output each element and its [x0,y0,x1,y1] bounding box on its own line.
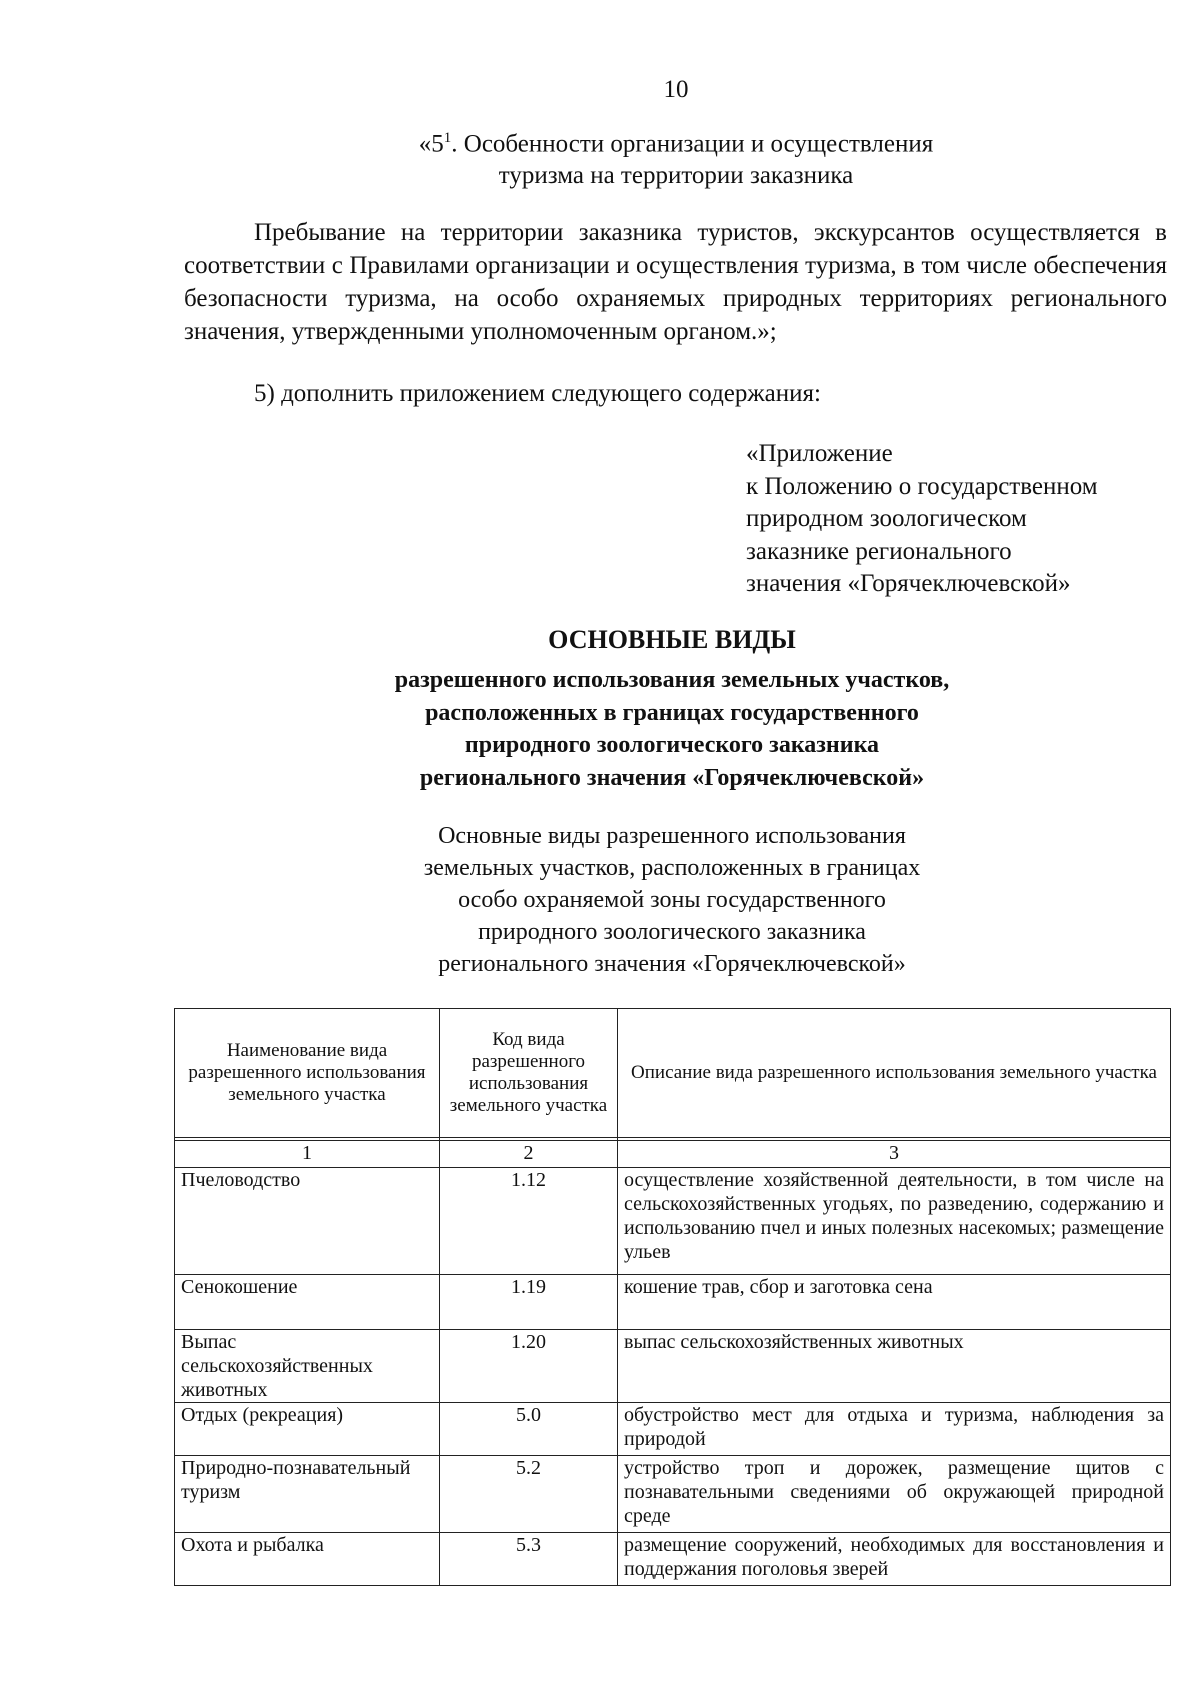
main-subtitle-line: расположенных в границах государственного [425,699,919,726]
cell-description: осуществление хозяйственной деятельности, в том числе на сельскохозяйственных угодьях, по разведению, содержанию и использованию пчел и иных полезных насекомых; размещение ульев [618,1168,1171,1275]
appendix-header [746,438,1098,601]
section-title-line-1 [0,122,1200,160]
table-row [175,1330,1171,1403]
cell-description: размещение сооружений, необходимых для восстановления и поддержания поголовья зверей [618,1533,1171,1586]
cell-code: 5.3 [440,1533,618,1586]
appendix-line: к Положению о государственном [746,472,1098,500]
main-subtitle [0,664,1200,794]
cell-name: Выпас сельскохозяйственных животных [175,1330,440,1403]
cell-description: устройство троп и дорожек, размещение щитов с познавательными сведениями об окружающей природной среде [618,1456,1171,1533]
column-number: 1 [175,1141,440,1168]
table-caption [0,820,1200,980]
section-superscript: 1 [443,130,452,146]
appendix-line: «Приложение [746,440,893,467]
main-subtitle-line: регионального значения «Горячеключевской» [419,764,925,791]
column-number-row [175,1141,1171,1168]
column-number: 3 [618,1141,1171,1168]
cell-code: 5.0 [440,1403,618,1456]
section-title-line-2: туризма на территории заказника [498,162,854,190]
body-paragraph-2: 5) дополнить приложением следующего содержания: [254,380,821,407]
body-paragraph: Пребывание на территории заказника туристов, экскурсантов осуществляется в соответствии с Правилами организации и осуществления туризма, в том числе обеспечения безопасности туризма, на особо охраняемых природных территориях регионального значения, утвержденными уполномоченным органом.»; [184,219,1167,345]
cell-name: Отдых (рекреация) [175,1403,440,1456]
cell-code: 1.20 [440,1330,618,1403]
appendix-line: значения «Горячеключевской» [746,570,1071,597]
table-row [175,1456,1171,1533]
land-use-table [174,1008,1171,1586]
appendix-line: природном зоологическом [746,505,1027,532]
cell-code: 1.19 [440,1275,618,1330]
section-title [0,122,1200,192]
cell-name: Природно-познавательный туризм [175,1456,440,1533]
table-row [175,1275,1171,1330]
table-row [175,1403,1171,1456]
header-code: Код вида разрешенного использования земельного участка [440,1009,618,1138]
main-title: ОСНОВНЫЕ ВИДЫ [548,625,796,654]
cell-description: кошение трав, сбор и заготовка сена [618,1275,1171,1330]
cell-code: 5.2 [440,1456,618,1533]
cell-description: выпас сельскохозяйственных животных [618,1330,1171,1403]
table-header-row [175,1009,1171,1138]
cell-code: 1.12 [440,1168,618,1275]
table-row [175,1168,1171,1275]
section-title-rest: . Особенности организации и осуществления [451,130,934,158]
table-row [175,1533,1171,1586]
caption-line: регионального значения «Горячеключевской» [438,951,906,977]
cell-name: Охота и рыбалка [175,1533,440,1586]
section-prefix: «5 [418,130,444,158]
page-number: 10 [663,76,689,103]
cell-name: Сенокошение [175,1275,440,1330]
header-description: Описание вида разрешенного использования земельного участка [618,1009,1171,1138]
cell-name: Пчеловодство [175,1168,440,1275]
appendix-line: заказнике регионального [746,537,1012,565]
caption-line: природного зоологического заказника [478,919,866,945]
caption-line: земельных участков, расположенных в границах [423,855,921,881]
main-subtitle-line: разрешенного использования земельных участков, [394,667,950,693]
cell-description: обустройство мест для отдыха и туризма, наблюдения за природой [618,1403,1171,1456]
caption-line: Основные виды разрешенного использования [438,823,906,849]
main-subtitle-line: природного зоологического заказника [464,732,880,758]
column-number: 2 [440,1141,618,1168]
header-name: Наименование вида разрешенного использования земельного участка [175,1009,440,1138]
caption-line: особо охраняемой зоны государственного [458,887,886,913]
